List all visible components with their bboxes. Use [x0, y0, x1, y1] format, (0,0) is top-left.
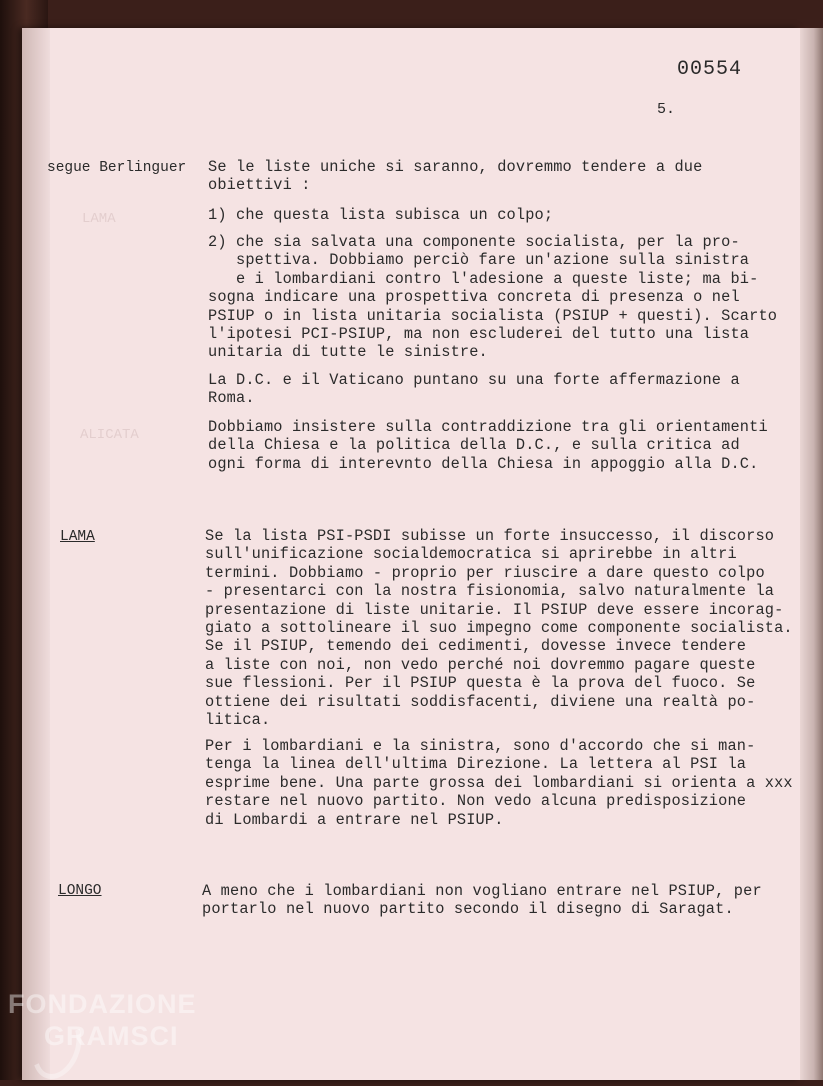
page-number: 5.: [657, 101, 676, 118]
paragraph: La D.C. e il Vaticano puntano su una forte affermazione a Roma.: [208, 371, 740, 408]
paragraph: Se le liste uniche si saranno, dovremmo tendere a due obiettivi :: [208, 158, 703, 195]
paragraph: A meno che i lombardiani non vogliano entrare nel PSIUP, per portarlo nel nuovo partito secondo il disegno di Saragat.: [202, 882, 762, 919]
watermark-line: GRAMSCI: [44, 1021, 179, 1051]
watermark-line: FONDAZIONE: [8, 989, 197, 1019]
speaker-label: LAMA: [60, 529, 95, 545]
paragraph: Se la lista PSI-PSDI subisse un forte insuccesso, il discorso sull'unificazione socialdemocratica si aprirebbe in altri termini. Dobbiamo - proprio per riuscire a dare questo colpo - presentarci con la nostra fisionomia, salvo naturalmente la presentazione di liste unitarie. Il PSIUP deve essere incorag- giato a sottolineare il suo impegno come componente socialista. Se il PSIUP, temendo dei cedimenti, dovesse invece tendere a liste con noi, non vedo perché noi dovremmo pagare queste sue flessioni. Per il PSIUP questa è la prova del fuoco. Se ottiene dei risultati soddisfacenti, diviene una realtà po- litica.: [205, 527, 793, 730]
speaker-label: LONGO: [58, 883, 102, 899]
paragraph: 2) che sia salvata una componente socialista, per la pro- spettiva. Dobbiamo perciò fare un'azione sulla sinistra e i lombardiani contro l'adesione a queste liste; ma bi- sogna indicare una prospettiva concreta di presenza o nel PSIUP o in lista unitaria socialista (PSIUP + questi). Scarto l'ipotesi PCI-PSIUP, ma non escluderei del tutto una lista unitaria di tutte le sinistre.: [208, 233, 778, 362]
bleed-through-text: ALICATA: [80, 427, 139, 443]
speaker-label: segue Berlinguer: [47, 160, 187, 176]
paragraph: Per i lombardiani e la sinistra, sono d'accordo che si man- tenga la linea dell'ultima Direzione. La lettera al PSI la esprime bene. Una parte grossa dei lombardiani si orienta a xxx restare nel nuovo partito. Non vedo alcuna predisposizione di Lombardi a entrare nel PSIUP.: [205, 737, 793, 829]
document-number: 00554: [677, 58, 743, 81]
page-fold-shadow: [22, 28, 50, 1080]
page-edge: [800, 28, 823, 1080]
paragraph: 1) che questa lista subisca un colpo;: [208, 206, 554, 224]
paragraph: Dobbiamo insistere sulla contraddizione tra gli orientamenti della Chiesa e la politica della D.C., e sulla critica ad ogni forma di interevnto della Chiesa in appoggio alla D.C.: [208, 418, 768, 473]
bleed-through-text: LAMA: [82, 211, 116, 227]
